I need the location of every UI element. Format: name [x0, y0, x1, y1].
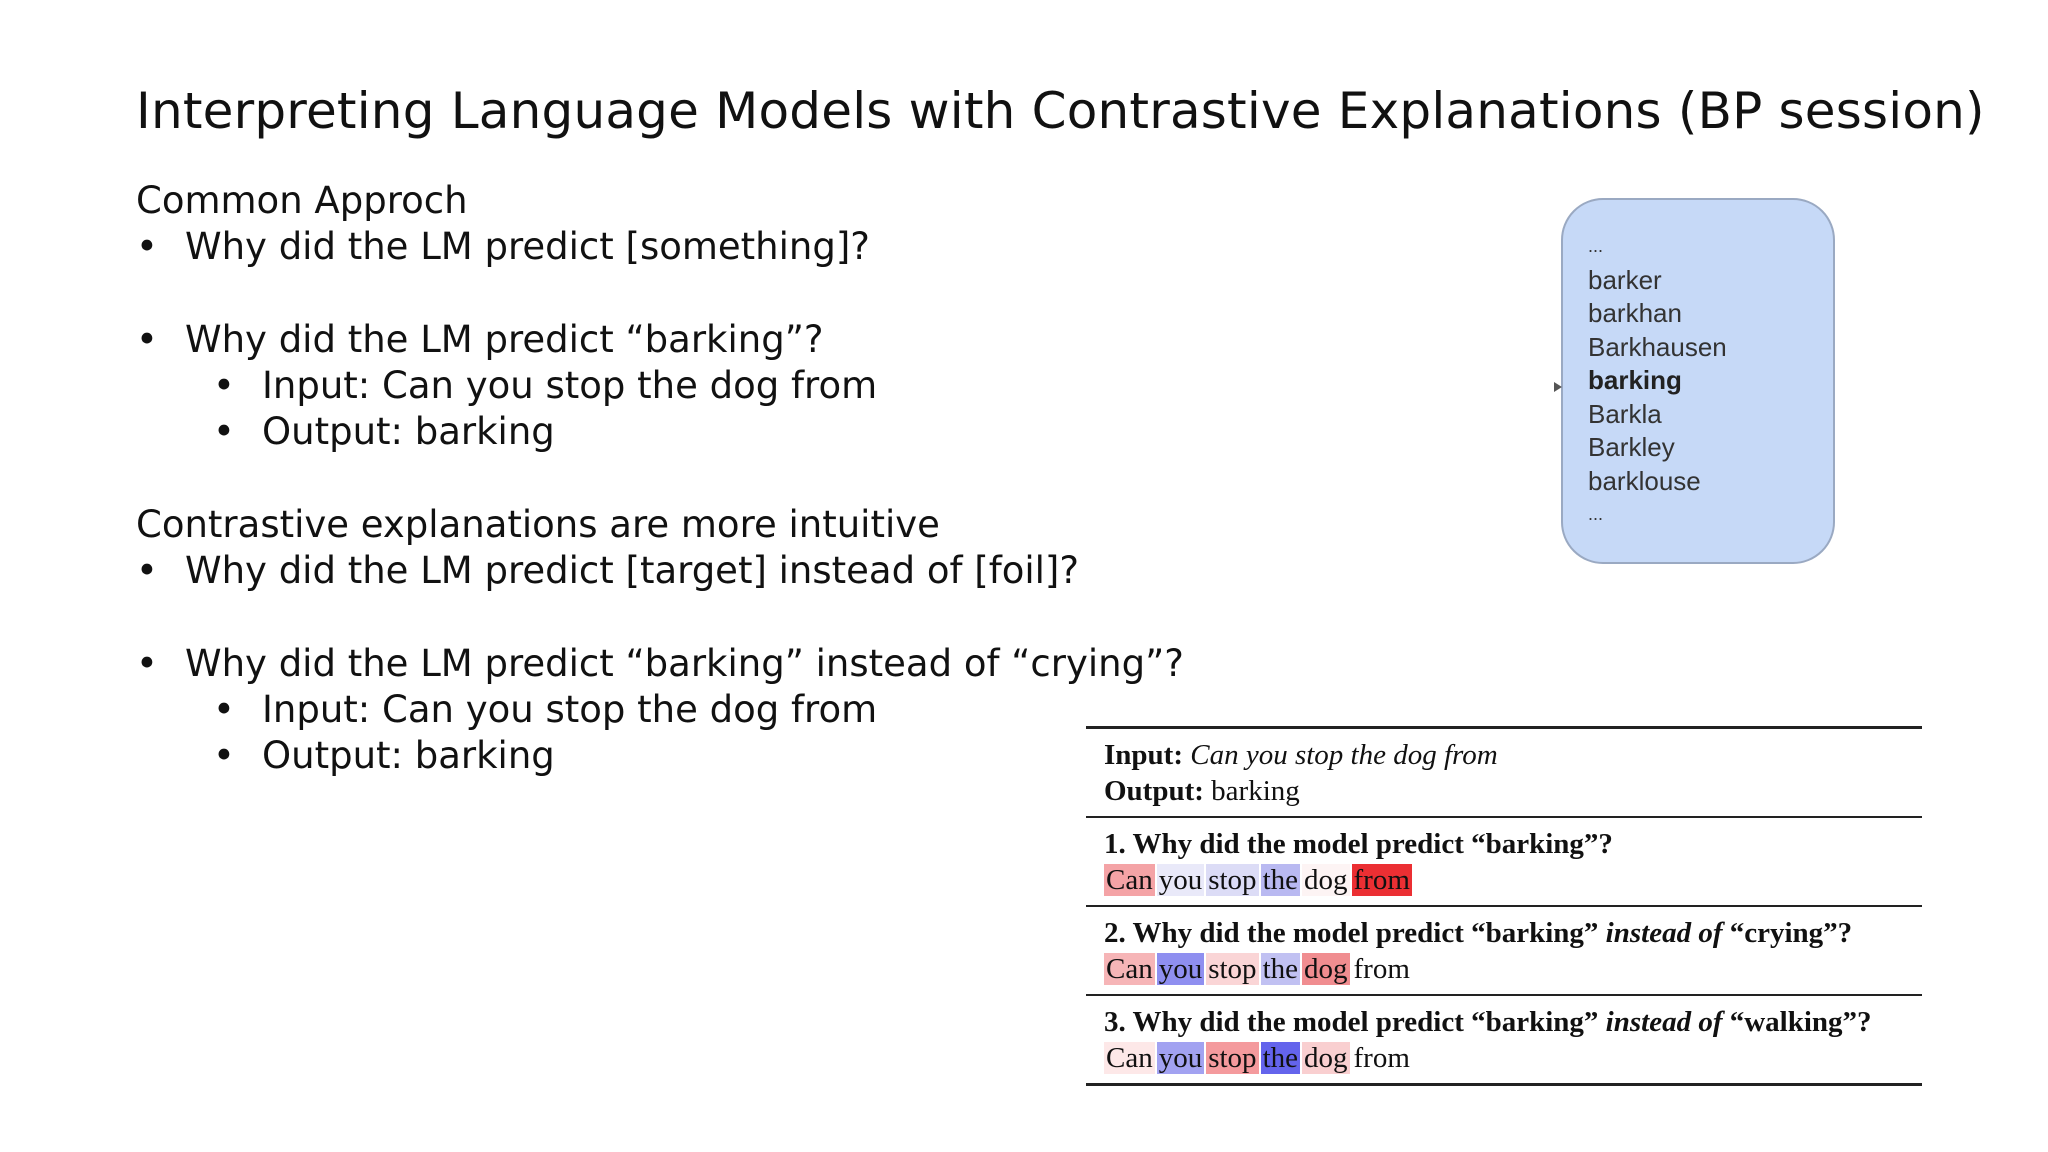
slide-body: [136, 178, 1184, 779]
vocabulary-candidates-box: [1561, 198, 1835, 564]
sub-bullet-text: Input: Can you stop the dog from: [262, 688, 878, 731]
sub-bullet-item: [136, 409, 1116, 455]
input-text: Can you stop the dog from: [1190, 739, 1498, 771]
bullet-text: Why did the LM predict [something]?: [185, 225, 870, 268]
highlighted-token: stop: [1208, 864, 1257, 896]
bullet-item: [136, 224, 1116, 270]
saliency-example-table: [1086, 726, 1922, 1086]
bullet-item: [136, 641, 1184, 687]
arrow-pointer-icon: [1554, 382, 1562, 392]
common-approach-heading: Common Approch: [136, 179, 468, 222]
question-section-1: [1086, 818, 1922, 905]
bullet-text: Why did the LM predict “barking” instead of “crying”?: [185, 642, 1184, 685]
table-io-section: [1086, 729, 1922, 816]
question-2: [1104, 915, 1922, 951]
contrastive-heading: Contrastive explanations are more intuitive: [136, 503, 940, 546]
sub-bullet-text: Output: barking: [262, 410, 555, 453]
question-2-prefix: 2. Why did the model predict “barking”: [1104, 917, 1599, 949]
vocab-item-selected: barking: [1588, 365, 1682, 395]
question-1: 1. Why did the model predict “barking”?: [1104, 828, 1613, 860]
bullet-icon: •: [136, 318, 158, 361]
bullet-icon: •: [213, 364, 235, 407]
vocab-item: barkhan: [1588, 298, 1682, 328]
question-3-suffix: “walking”?: [1729, 1006, 1872, 1038]
bullet-item: [136, 548, 1116, 594]
input-label: Input:: [1104, 739, 1183, 771]
question-2-suffix: “crying”?: [1729, 917, 1853, 949]
vocab-item: Barkley: [1588, 432, 1675, 462]
input-row: [1104, 737, 1922, 773]
bullet-icon: •: [213, 688, 235, 731]
vocabulary-list: [1588, 230, 1727, 532]
slide-title: Interpreting Language Models with Contrastive Explanations (BP session): [136, 82, 1985, 140]
output-row: [1104, 773, 1922, 809]
highlighted-token: stop: [1208, 953, 1257, 985]
highlighted-token: stop: [1208, 1042, 1257, 1074]
table-bottom-rule: [1086, 1083, 1922, 1086]
bullet-icon: •: [136, 549, 158, 592]
highlighted-token: from: [1353, 864, 1410, 896]
token-row-1: [1104, 862, 1922, 898]
token-row-2: [1104, 951, 1922, 987]
sub-bullet-text: Output: barking: [262, 734, 555, 777]
highlighted-token: dog: [1304, 1042, 1348, 1074]
highlighted-token: you: [1158, 953, 1203, 985]
vocab-item: Barkhausen: [1588, 331, 1727, 362]
token-row-3: [1104, 1040, 1922, 1076]
highlighted-token: dog: [1304, 864, 1348, 896]
vocab-item: Barkla: [1588, 398, 1662, 429]
question-3: [1104, 1004, 1922, 1040]
bullet-text: Why did the LM predict “barking”?: [185, 318, 824, 361]
vocab-item: barker: [1588, 264, 1662, 295]
highlighted-token: the: [1262, 1042, 1298, 1074]
sub-bullet-item: [136, 687, 1116, 733]
bullet-icon: •: [136, 642, 158, 685]
sub-bullet-item: [136, 733, 1116, 779]
output-label: Output:: [1104, 775, 1204, 807]
vocab-item: ...: [1588, 504, 1604, 524]
highlighted-token: from: [1353, 953, 1410, 985]
bullet-text: Why did the LM predict [target] instead of [foil]?: [185, 549, 1079, 592]
vocab-item: barklouse: [1588, 465, 1701, 496]
question-3-instead: instead of: [1605, 1006, 1723, 1038]
bullet-icon: •: [136, 225, 158, 268]
highlighted-token: from: [1353, 1042, 1410, 1074]
highlighted-token: the: [1262, 864, 1298, 896]
highlighted-token: Can: [1106, 864, 1153, 896]
bullet-icon: •: [213, 410, 235, 453]
question-section-3: [1086, 996, 1922, 1083]
highlighted-token: you: [1158, 864, 1203, 896]
highlighted-token: you: [1158, 1042, 1203, 1074]
question-section-2: [1086, 907, 1922, 994]
highlighted-token: the: [1262, 953, 1298, 985]
highlighted-token: Can: [1106, 953, 1153, 985]
sub-bullet-item: [136, 363, 1116, 409]
question-2-instead: instead of: [1605, 917, 1723, 949]
question-3-prefix: 3. Why did the model predict “barking”: [1104, 1006, 1599, 1038]
bullet-item: [136, 317, 1116, 363]
bullet-icon: •: [213, 734, 235, 777]
highlighted-token: dog: [1304, 953, 1348, 985]
vocab-item: ...: [1588, 236, 1604, 256]
sub-bullet-text: Input: Can you stop the dog from: [262, 364, 878, 407]
highlighted-token: Can: [1106, 1042, 1153, 1074]
output-text: barking: [1211, 775, 1300, 807]
